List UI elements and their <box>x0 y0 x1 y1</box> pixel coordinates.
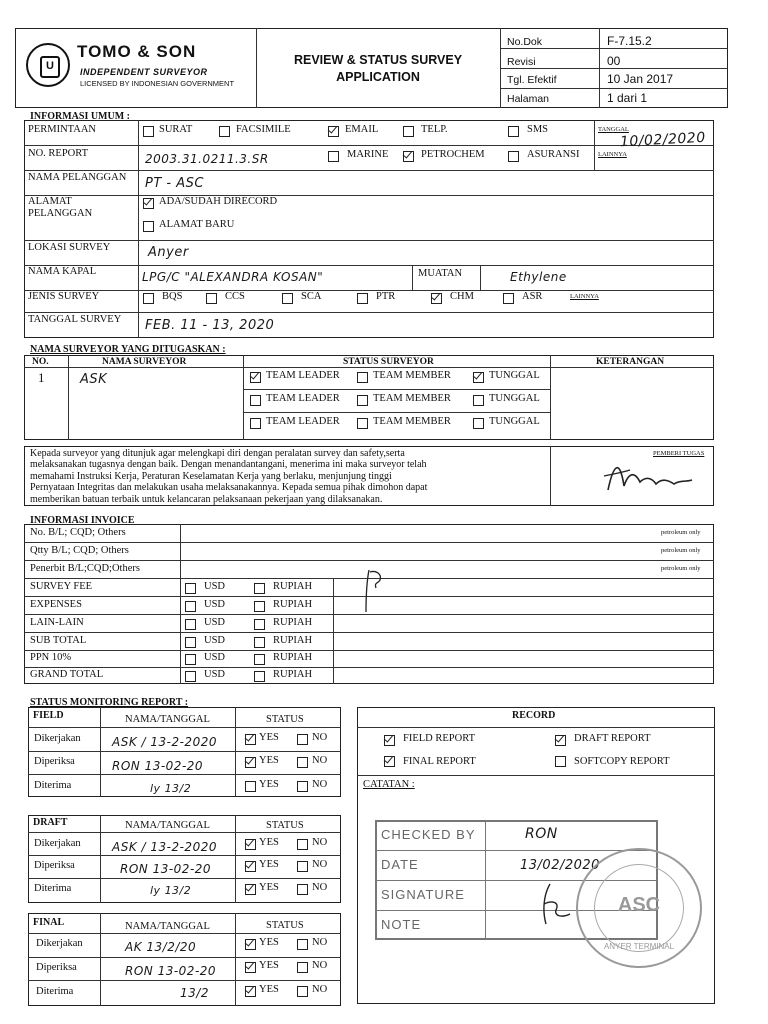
draft-row0-value[interactable]: ASK / 13-2-2020 <box>112 840 217 854</box>
option-email: EMAIL <box>345 124 379 135</box>
checkbox-usd-exp[interactable] <box>185 601 196 612</box>
company-seal <box>576 848 702 968</box>
checkbox-usd-sub[interactable] <box>185 637 196 648</box>
option-ptr: PTR <box>376 291 396 302</box>
option-petrochem: PETROCHEM <box>421 149 485 160</box>
final-col-nama: NAMA/TANGGAL <box>125 921 210 932</box>
option-surat: SURAT <box>159 124 193 135</box>
seal-sub: ANYER TERMINAL <box>603 942 675 951</box>
draft-row2-no: NO <box>312 882 328 893</box>
rp-grand: RUPIAH <box>273 669 313 680</box>
final-row2-yes: YES <box>259 984 279 995</box>
field-row1-yes: YES <box>259 755 279 766</box>
draft-row1-label: Diperiksa <box>34 860 75 871</box>
field-row0-value[interactable]: ASK / 13-2-2020 <box>112 735 217 749</box>
statement-text <box>30 448 548 505</box>
draft-row2-label: Diterima <box>34 883 72 894</box>
checkbox-asr[interactable] <box>503 293 514 304</box>
invoice-sub-total: SUB TOTAL <box>30 635 87 646</box>
doc-label-0: No.Dok <box>507 36 543 48</box>
field-row2-yes: YES <box>259 779 279 790</box>
stamp-signature-mark <box>530 880 580 930</box>
invoice-note-qtty: petroleum only <box>661 547 701 554</box>
field-row1-value[interactable]: RON 13-02-20 <box>112 759 204 773</box>
checkbox-final-report[interactable] <box>384 756 395 767</box>
info-umum-title: INFORMASI UMUM : <box>30 111 130 122</box>
final-col-status: STATUS <box>266 920 304 931</box>
final-row0-no: NO <box>312 937 328 948</box>
draft-group-title: DRAFT <box>33 817 68 828</box>
statement-line-2: memahami Instruksi Kerja, Peraturan Keselamatan Kerja yang berlaku, menjunjung tinggi <box>30 470 392 482</box>
usd-sub: USD <box>204 635 226 646</box>
tanggal-value[interactable]: 10/02/2020 <box>619 129 707 151</box>
checkbox-field-report[interactable] <box>384 735 395 746</box>
final-row1-no: NO <box>312 960 328 971</box>
seal-text: ASC <box>617 894 661 916</box>
invoice-note-penerbit: petroleum only <box>661 565 701 572</box>
final-row2-yes-checkbox[interactable] <box>245 986 256 997</box>
record-final-report: FINAL REPORT <box>403 756 476 767</box>
field-row0-label: Dikerjakan <box>34 733 81 744</box>
surveyor-row-nama[interactable]: ASK <box>80 372 108 387</box>
checkbox-usd-lain[interactable] <box>185 619 196 630</box>
usd-ppn: USD <box>204 652 226 663</box>
option-alamat-baru: ALAMAT BARU <box>159 219 235 230</box>
field-row0-yes-checkbox[interactable] <box>245 734 256 745</box>
checkbox-usd-ppn[interactable] <box>185 654 196 665</box>
checkbox-bqs[interactable] <box>143 293 154 304</box>
doc-label-2: Tgl. Efektif <box>507 74 557 86</box>
opt-team-leader-2: TEAM LEADER <box>266 393 340 404</box>
checkbox-team-leader-3[interactable] <box>250 418 261 429</box>
doc-label-1: Revisi <box>507 56 536 68</box>
invoice-ppn: PPN 10% <box>30 652 72 663</box>
option-ccs: CCS <box>225 291 245 302</box>
final-row0-label: Dikerjakan <box>36 938 83 949</box>
field-row1-no: NO <box>312 755 328 766</box>
checkbox-marine[interactable] <box>328 151 339 162</box>
usd-lain: USD <box>204 617 226 628</box>
invoice-note-bl: petroleum only <box>661 529 701 536</box>
checkbox-email[interactable] <box>328 126 339 137</box>
stamp-date-value[interactable]: 13/02/2020 <box>520 858 600 873</box>
invoice-row-bl: No. B/L; CQD; Others <box>30 527 126 538</box>
form-title-line1: REVIEW & STATUS SURVEY <box>293 53 463 67</box>
checkbox-alamat-baru[interactable] <box>143 221 154 232</box>
jenis-survey-label: JENIS SURVEY <box>28 291 100 302</box>
license-text: LICENSED BY INDONESIAN GOVERNMENT <box>80 79 235 88</box>
rp-exp: RUPIAH <box>273 599 313 610</box>
opt-tunggal-3: TUNGGAL <box>489 416 540 427</box>
catatan-label: CATATAN : <box>363 779 415 790</box>
checkbox-rp-grand[interactable] <box>254 671 265 682</box>
invoice-handwritten-mark <box>360 566 390 616</box>
lainnya-label: LAINNYA <box>598 151 627 158</box>
draft-col-nama: NAMA/TANGGAL <box>125 820 210 831</box>
doc-value-1: 00 <box>607 54 621 68</box>
usd-grand: USD <box>204 669 226 680</box>
pemberi-tugas-signature <box>600 456 695 498</box>
monitoring-title: STATUS MONITORING REPORT : <box>30 697 189 708</box>
rp-lain: RUPIAH <box>273 617 313 628</box>
final-group-title: FINAL <box>33 917 65 928</box>
field-row2-yes-checkbox[interactable] <box>245 781 256 792</box>
checkbox-usd-grand[interactable] <box>185 671 196 682</box>
checkbox-team-leader-2[interactable] <box>250 395 261 406</box>
opt-team-member-1: TEAM MEMBER <box>373 370 451 381</box>
no-report-label: NO. REPORT <box>28 148 89 159</box>
final-row0-yes-checkbox[interactable] <box>245 939 256 950</box>
draft-row0-no-checkbox[interactable] <box>297 839 308 850</box>
muatan-label: MUATAN <box>418 268 463 279</box>
checkbox-team-member-1[interactable] <box>357 372 368 383</box>
field-col-status: STATUS <box>266 714 304 725</box>
draft-row0-yes: YES <box>259 837 279 848</box>
checkbox-team-member-2[interactable] <box>357 395 368 406</box>
opt-team-leader-3: TEAM LEADER <box>266 416 340 427</box>
pemberi-tugas-label: PEMBERI TUGAS <box>653 450 705 457</box>
draft-row1-no-checkbox[interactable] <box>297 861 308 872</box>
surveyor-title: NAMA SURVEYOR YANG DITUGASKAN : <box>30 344 226 355</box>
alamat-label-1: ALAMAT <box>28 196 72 207</box>
stamp-date: DATE <box>381 857 419 872</box>
checkbox-tunggal-1[interactable] <box>473 372 484 383</box>
final-row0-value[interactable]: AK 13/2/20 <box>125 940 197 954</box>
statement-line-0: Kepada surveyor yang ditunjuk agar melengkapi diri dengan peralatan survey dan safety,serta <box>30 448 405 459</box>
usd-exp: USD <box>204 599 226 610</box>
final-row0-no-checkbox[interactable] <box>297 939 308 950</box>
rp-ppn: RUPIAH <box>273 652 313 663</box>
checkbox-asuransi[interactable] <box>508 151 519 162</box>
checkbox-rp-ppn[interactable] <box>254 654 265 665</box>
draft-col-status: STATUS <box>266 820 304 831</box>
lokasi-value[interactable]: Anyer <box>148 245 189 260</box>
field-col-nama: NAMA/TANGGAL <box>125 714 210 725</box>
field-row0-no: NO <box>312 732 328 743</box>
field-row1-yes-checkbox[interactable] <box>245 757 256 768</box>
draft-row0-yes-checkbox[interactable] <box>245 839 256 850</box>
draft-row1-no: NO <box>312 859 328 870</box>
opt-tunggal-2: TUNGGAL <box>489 393 540 404</box>
final-row1-yes-checkbox[interactable] <box>245 962 256 973</box>
tanggal-survey-label: TANGGAL SURVEY <box>28 314 122 325</box>
doc-value-2: 10 Jan 2017 <box>607 72 674 86</box>
checkbox-surat[interactable] <box>143 126 154 137</box>
draft-row2-yes: YES <box>259 882 279 893</box>
tanggal-survey-value[interactable]: FEB. 11 - 13, 2020 <box>145 318 275 333</box>
final-row1-label: Diperiksa <box>36 962 77 973</box>
invoice-title: INFORMASI INVOICE <box>30 515 135 526</box>
checkbox-ccs[interactable] <box>206 293 217 304</box>
stamp-checked-by-value[interactable]: RON <box>525 826 558 842</box>
checkbox-ptr[interactable] <box>357 293 368 304</box>
field-group-title: FIELD <box>33 710 64 721</box>
draft-row2-no-checkbox[interactable] <box>297 884 308 895</box>
lainnya-jenis-label: LAINNYA <box>570 293 599 300</box>
checkbox-tunggal-3[interactable] <box>473 418 484 429</box>
checkbox-softcopy-report[interactable] <box>555 756 566 767</box>
checkbox-rp-fee[interactable] <box>254 583 265 594</box>
draft-row2-value[interactable]: ly 13/2 <box>150 884 192 897</box>
company-sub: INDEPENDENT SURVEYOR <box>80 67 208 77</box>
invoice-row-penerbit: Penerbit B/L;CQD;Others <box>30 563 140 574</box>
draft-row1-value[interactable]: RON 13-02-20 <box>120 862 212 876</box>
opt-team-member-2: TEAM MEMBER <box>373 393 451 404</box>
no-report-value[interactable]: 2003.31.0211.3.SR <box>145 152 269 166</box>
checkbox-team-member-3[interactable] <box>357 418 368 429</box>
checkbox-draft-report[interactable] <box>555 735 566 746</box>
checkbox-chm[interactable] <box>431 293 442 304</box>
record-softcopy-report: SOFTCOPY REPORT <box>574 756 670 767</box>
checkbox-usd-fee[interactable] <box>185 583 196 594</box>
checkbox-sca[interactable] <box>282 293 293 304</box>
permintaan-label: PERMINTAAN <box>28 124 96 135</box>
field-row0-yes: YES <box>259 732 279 743</box>
final-row2-no: NO <box>312 984 328 995</box>
option-bqs: BQS <box>162 291 183 302</box>
field-row2-label: Diterima <box>34 780 72 791</box>
record-draft-report: DRAFT REPORT <box>574 733 651 744</box>
usd-fee: USD <box>204 581 226 592</box>
statement-line-1: melaksanakan tugasnya dengan baik. Dengan menandantangani, menerima ini maka surveyor telah <box>30 459 427 471</box>
option-sca: SCA <box>301 291 322 302</box>
alamat-label-2: PELANGGAN <box>28 208 93 219</box>
opt-tunggal-1: TUNGGAL <box>489 370 540 381</box>
final-row1-value[interactable]: RON 13-02-20 <box>125 964 217 978</box>
option-ada-direcord: ADA/SUDAH DIRECORD <box>159 196 278 207</box>
statement-line-3: Pernyataan Integritas dan melakukan usaha melaksanakannya. Kepada semua pihak dimohon dapat <box>30 482 428 494</box>
opt-team-leader-1: TEAM LEADER <box>266 370 340 381</box>
company-logo: U <box>26 43 70 87</box>
statement-line-4: memberikan batuan terbaik untuk kelancaran pelaksanaan pekerjaan yang dilaksanakan. <box>30 493 383 505</box>
rp-sub: RUPIAH <box>273 635 313 646</box>
lokasi-label: LOKASI SURVEY <box>28 242 111 253</box>
col-no: NO. <box>32 357 49 367</box>
checkbox-facsimile[interactable] <box>219 126 230 137</box>
col-nama-surveyor: NAMA SURVEYOR <box>102 357 187 367</box>
field-row1-label: Diperiksa <box>34 756 75 767</box>
checkbox-rp-sub[interactable] <box>254 637 265 648</box>
draft-row1-yes: YES <box>259 859 279 870</box>
checkbox-telp[interactable] <box>403 126 414 137</box>
field-row2-value[interactable]: ly 13/2 <box>150 782 192 795</box>
final-row1-yes: YES <box>259 960 279 971</box>
form-title <box>256 52 500 86</box>
invoice-row-qtty: Qtty B/L; CQD; Others <box>30 545 129 556</box>
option-marine: MARINE <box>347 149 389 160</box>
col-status-surveyor: STATUS SURVEYOR <box>343 357 434 367</box>
doc-value-3: 1 dari 1 <box>607 91 648 105</box>
checkbox-ada-direcord[interactable] <box>143 198 154 209</box>
checkbox-tunggal-2[interactable] <box>473 395 484 406</box>
checkbox-petrochem[interactable] <box>403 151 414 162</box>
invoice-grand-total: GRAND TOTAL <box>30 669 104 680</box>
col-keterangan: KETERANGAN <box>596 357 665 367</box>
tanggal-label: TANGGAL <box>598 126 629 133</box>
nama-pelanggan-value[interactable]: PT - ASC <box>145 176 204 191</box>
record-title: RECORD <box>512 710 556 721</box>
stamp-checked-by: CHECKED BY <box>381 827 476 842</box>
field-row0-no-checkbox[interactable] <box>297 734 308 745</box>
doc-value-0: F-7.15.2 <box>607 34 652 48</box>
surveyor-row-no: 1 <box>38 370 45 385</box>
invoice-lain-lain: LAIN-LAIN <box>30 617 84 628</box>
stamp-note: NOTE <box>381 917 422 932</box>
form-title-line2: APPLICATION <box>336 70 420 84</box>
option-asr: ASR <box>522 291 543 302</box>
draft-row2-yes-checkbox[interactable] <box>245 884 256 895</box>
option-sms: SMS <box>527 124 549 135</box>
final-row2-label: Diterima <box>36 986 74 997</box>
invoice-survey-fee: SURVEY FEE <box>30 581 93 592</box>
stamp-signature: SIGNATURE <box>381 887 465 902</box>
option-telp: TELP. <box>421 124 448 135</box>
option-facsimile: FACSIMILE <box>236 124 291 135</box>
nama-pelanggan-label: NAMA PELANGGAN <box>28 172 127 183</box>
field-row2-no: NO <box>312 779 328 790</box>
draft-row1-yes-checkbox[interactable] <box>245 861 256 872</box>
muatan-value[interactable]: Ethylene <box>510 270 567 284</box>
option-asuransi: ASURANSI <box>527 149 580 160</box>
final-row2-no-checkbox[interactable] <box>297 986 308 997</box>
draft-row0-label: Dikerjakan <box>34 838 81 849</box>
field-row2-no-checkbox[interactable] <box>297 781 308 792</box>
checkbox-rp-exp[interactable] <box>254 601 265 612</box>
option-chm: CHM <box>450 291 474 302</box>
nama-kapal-label: NAMA KAPAL <box>28 266 97 277</box>
final-row2-value[interactable]: 13/2 <box>180 986 209 1000</box>
nama-kapal-value[interactable]: LPG/C "ALEXANDRA KOSAN" <box>142 270 324 284</box>
company-name: TOMO & SON <box>77 42 197 61</box>
invoice-expenses: EXPENSES <box>30 599 82 610</box>
opt-team-member-3: TEAM MEMBER <box>373 416 451 427</box>
field-row1-no-checkbox[interactable] <box>297 757 308 768</box>
record-field-report: FIELD REPORT <box>403 733 475 744</box>
final-row0-yes: YES <box>259 937 279 948</box>
checkbox-rp-lain[interactable] <box>254 619 265 630</box>
checkbox-team-leader-1[interactable] <box>250 372 261 383</box>
doc-label-3: Halaman <box>507 93 550 105</box>
draft-row0-no: NO <box>312 837 328 848</box>
checkbox-sms[interactable] <box>508 126 519 137</box>
rp-fee: RUPIAH <box>273 581 313 592</box>
final-row1-no-checkbox[interactable] <box>297 962 308 973</box>
